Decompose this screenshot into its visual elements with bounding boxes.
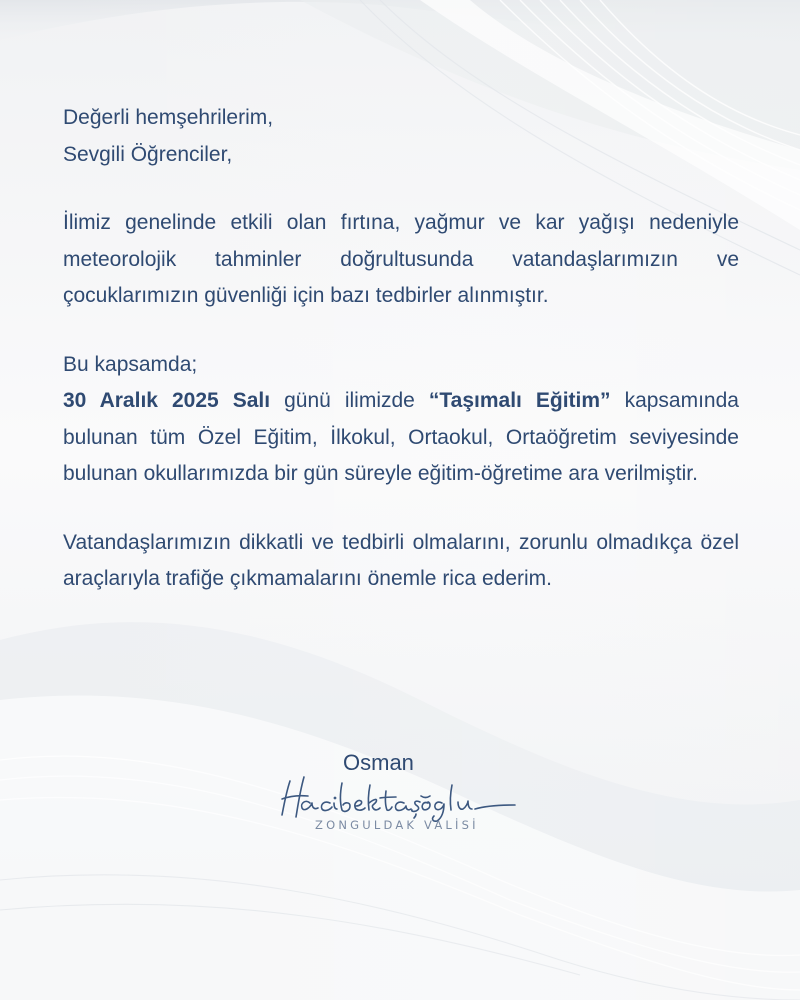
greeting-line-2: Sevgili Öğrenciler, <box>63 142 233 166</box>
letter-body <box>63 100 739 598</box>
paragraph-2-text-a: günü ilimizde <box>270 389 429 412</box>
handwritten-signature <box>270 763 530 823</box>
date-bold: 30 Aralık 2025 Salı <box>63 389 271 412</box>
paragraph-2-text-b: kapsamında bulunan tüm Özel Eğitim, İlkokul, Ortaokul, Ortaöğretim seviyesinde bulunan okullarımızda bir gün süreyle eğitim-öğretime ara verilmiştir. <box>63 389 739 485</box>
signature-first-name: Osman <box>343 750 414 775</box>
program-bold: “Taşımalı Eğitim” <box>428 389 611 412</box>
paragraph-3: Vatandaşlarımızın dikkatli ve tedbirli olmalarını, zorunlu olmadıkça özel araçlarıyla trafiğe çıkmamalarını önemle rica ederim. <box>63 530 739 590</box>
paragraph-2 <box>63 383 739 493</box>
paragraph-1: İlimiz genelinde etkili olan fırtına, yağmur ve kar yağışı nedeniyle meteorolojik tahminler doğrultusunda vatandaşlarımızın ve çocuklarımızın güvenliği için bazı tedbirler alınmıştır. <box>63 211 739 307</box>
intro-line: Bu kapsamda; <box>63 352 198 376</box>
signature-block <box>270 745 530 835</box>
greeting-line: Değerli hemşehrilerim, <box>63 106 274 129</box>
signature-title: ZONGULDAK VALİSİ <box>315 818 479 832</box>
